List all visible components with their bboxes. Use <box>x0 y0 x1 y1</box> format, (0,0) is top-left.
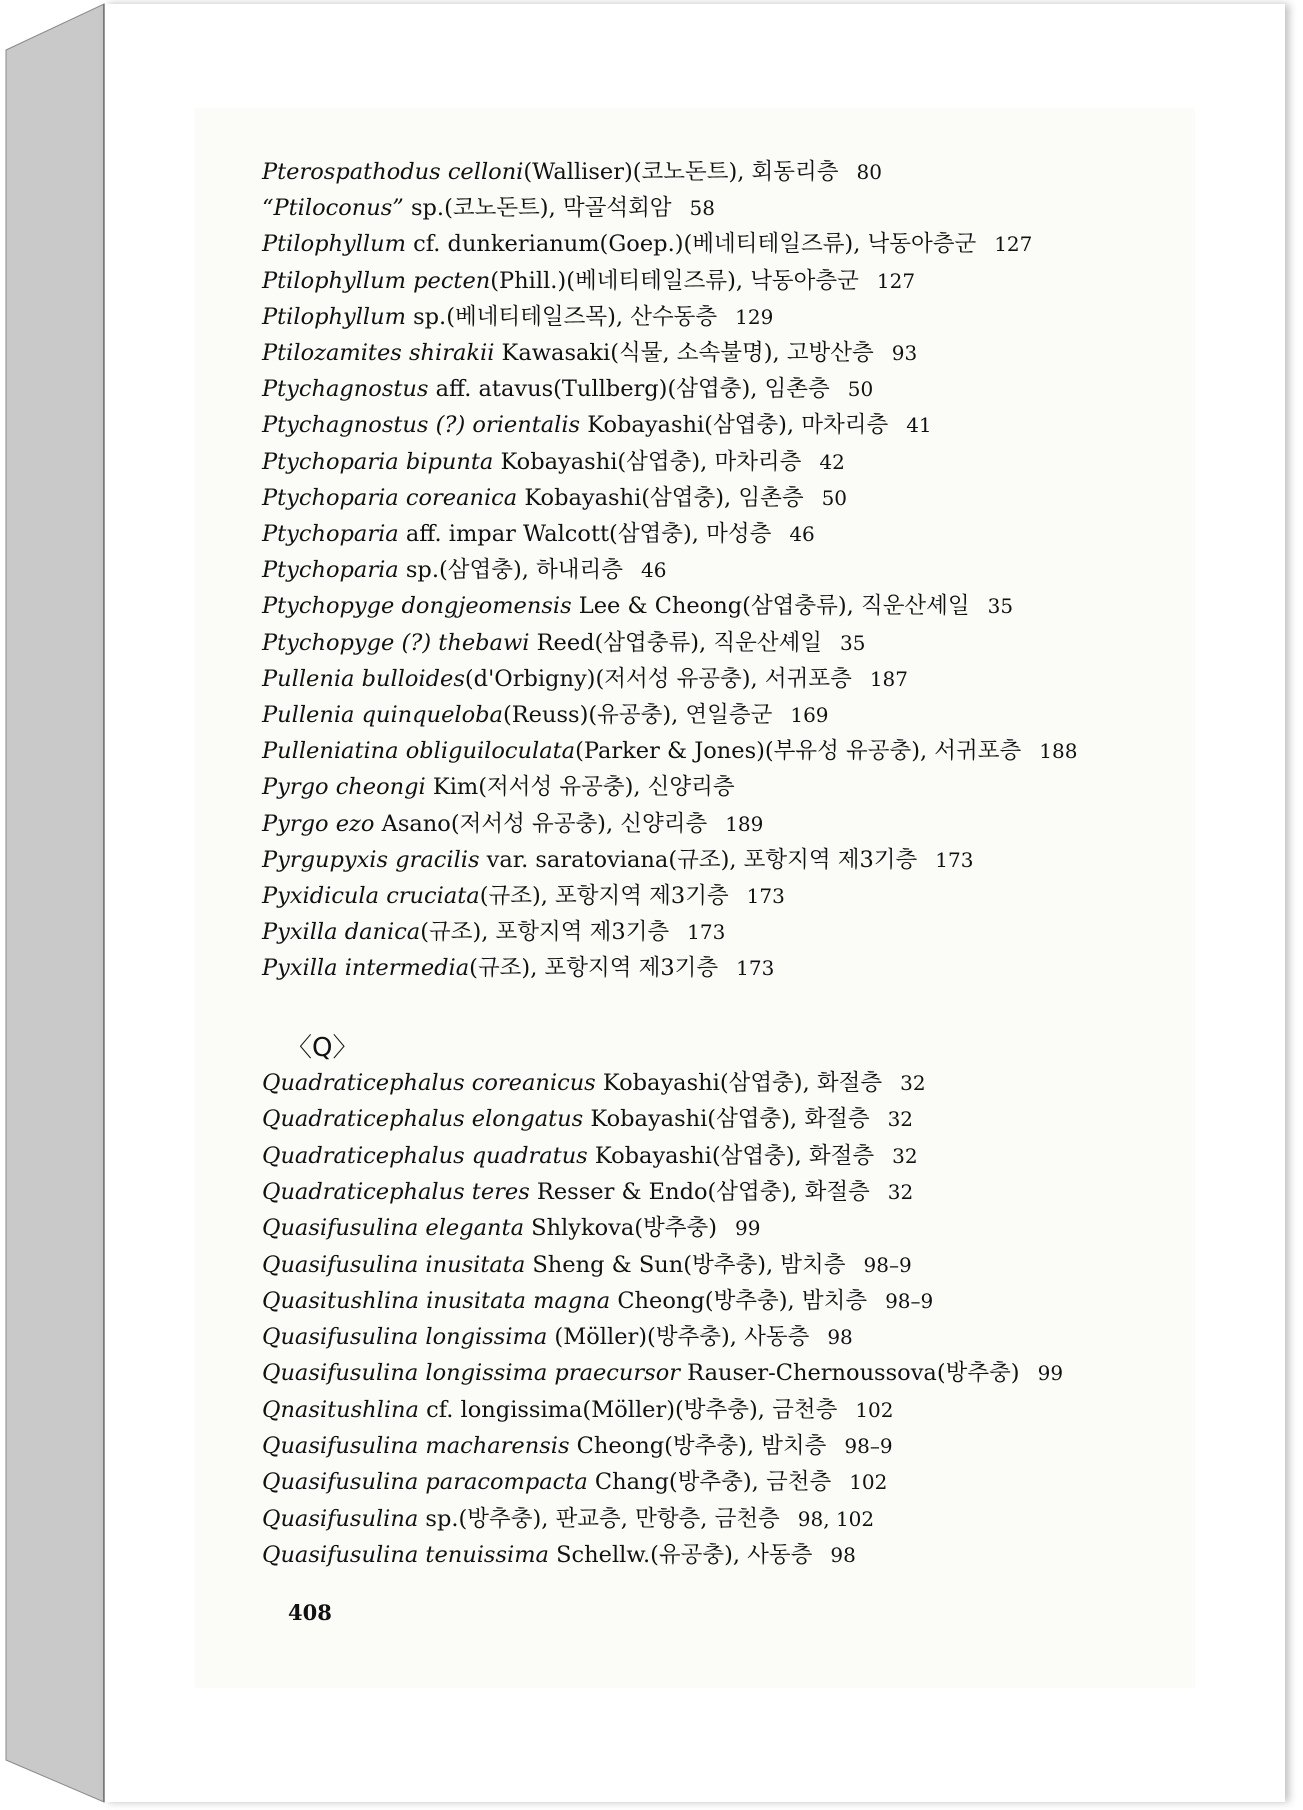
species-name: Quasifusulina longissima <box>262 1324 548 1351</box>
species-name: Quasifusulina eleganta <box>262 1215 524 1242</box>
section-heading-q: 〈Q〉 <box>286 1033 359 1063</box>
entry-detail: Asano(저서성 유공충), 신양리층 <box>374 810 708 837</box>
entry-page-ref: 32 <box>900 1071 926 1095</box>
species-name: Quasifusulina longissima praecursor <box>262 1360 681 1387</box>
index-entry <box>262 263 915 295</box>
species-name: Quadraticephalus elongatus <box>262 1106 584 1133</box>
entry-page-ref: 41 <box>906 413 932 438</box>
index-entry <box>262 1065 926 1097</box>
species-name: Ptilozamites shirakii <box>262 340 495 366</box>
entry-detail: Rauser-Chernoussova(방추충) <box>680 1360 1020 1387</box>
entry-detail: Kobayashi(삼엽충), 임촌층 <box>517 484 804 511</box>
species-name: “Ptiloconus” <box>262 195 404 222</box>
entry-page-ref: 127 <box>994 232 1033 257</box>
species-name: Ptilophyllum <box>262 303 406 330</box>
entry-detail: sp.(삼엽충), 하내리층 <box>398 557 623 584</box>
entry-detail: (Reuss)(유공충), 연일층군 <box>502 702 773 728</box>
species-name: Ptychoparia coreanica <box>262 484 518 511</box>
entry-page-ref: 98–9 <box>844 1434 893 1458</box>
entry-detail: sp.(방추충), 판교층, 만항층, 금천층 <box>418 1505 780 1532</box>
entry-detail: (규조), 포항지역 제3기층 <box>469 955 719 982</box>
species-name: Ptychoparia <box>262 557 399 584</box>
species-name: Pyrgupyxis gracilis <box>262 846 480 873</box>
index-entry <box>262 1210 760 1242</box>
entry-detail: (d'Orbigny)(저서성 유공충), 서귀포층 <box>464 665 852 692</box>
species-name: Pyxilla danica <box>262 919 421 946</box>
index-entry <box>262 1501 874 1533</box>
entry-detail: Cheong(방추충), 밤치층 <box>569 1433 827 1459</box>
index-entry <box>262 1101 913 1133</box>
index-entry <box>262 552 666 584</box>
species-name: Pyrgo cheongi <box>262 774 426 801</box>
index-entry <box>262 335 917 367</box>
index-entry <box>262 1428 893 1460</box>
entry-detail: Cheong(방추충), 밤치층 <box>610 1287 868 1314</box>
entry-page-ref: 99 <box>1037 1361 1064 1386</box>
entry-page-ref: 173 <box>935 847 974 872</box>
species-name: Pulleniatina obliguiloculata <box>262 738 576 765</box>
entry-page-ref: 32 <box>887 1179 914 1204</box>
entry-page-ref: 173 <box>736 956 775 981</box>
index-entry <box>262 1355 1063 1387</box>
index-entry <box>262 1464 887 1496</box>
index-entry <box>262 733 1077 765</box>
entry-page-ref: 169 <box>790 703 829 727</box>
species-name: Quasifusulina macharensis <box>262 1433 570 1459</box>
entry-detail: (규조), 포항지역 제3기층 <box>479 883 729 909</box>
entry-detail: (Parker & Jones)(부유성 유공충), 서귀포층 <box>575 738 1022 765</box>
entry-detail: aff. atavus(Tullberg)(삼엽충), 임촌층 <box>428 376 830 403</box>
index-entry <box>262 226 1032 258</box>
index-entry <box>262 444 845 476</box>
page-number: 408 <box>288 1600 332 1625</box>
entry-page-ref: 93 <box>891 341 918 365</box>
entry-detail: sp.(베네티테일즈목), 산수동층 <box>405 303 718 330</box>
index-entry <box>262 697 829 729</box>
entry-detail: var. saratoviana(규조), 포항지역 제3기층 <box>479 846 918 873</box>
entry-page-ref: 32 <box>887 1107 914 1132</box>
species-name: Ptychopyge (?) thebawi <box>262 629 530 656</box>
entry-detail: Kobayashi(삼엽충), 마차리층 <box>580 412 889 439</box>
entry-detail: Kobayashi(삼엽충), 마차리층 <box>493 448 802 475</box>
index-entry <box>262 588 1013 620</box>
index-entry <box>262 769 753 801</box>
entry-page-ref: 102 <box>855 1397 894 1422</box>
entry-page-ref: 98, 102 <box>797 1506 875 1531</box>
index-entry <box>262 1537 856 1569</box>
species-name: Quasifusulina paracompacta <box>262 1469 588 1496</box>
entry-page-ref: 129 <box>735 304 774 329</box>
species-name: Quadraticephalus coreanicus <box>262 1070 596 1096</box>
index-entry <box>262 516 815 548</box>
index-entry <box>262 878 785 910</box>
entry-page-ref: 46 <box>789 522 815 546</box>
species-name: Pyxidicula cruciata <box>262 883 480 909</box>
entry-detail: Schellw.(유공충), 사동층 <box>548 1541 813 1568</box>
entry-page-ref: 173 <box>746 884 785 908</box>
entry-page-ref: 102 <box>849 1470 888 1495</box>
species-name: Pyrgo ezo <box>262 810 375 837</box>
entry-detail: (규조), 포항지역 제3기층 <box>420 919 670 946</box>
entry-detail: Reed(삼엽충류), 직운산셰일 <box>529 629 823 656</box>
entry-page-ref: 35 <box>840 630 866 655</box>
entry-page-ref: 32 <box>892 1143 918 1168</box>
entry-page-ref: 58 <box>689 196 715 221</box>
entry-page-ref: 98 <box>827 1325 853 1350</box>
entry-page-ref: 98–9 <box>863 1252 912 1277</box>
entry-page-ref: 189 <box>725 811 764 836</box>
entry-page-ref: 98–9 <box>885 1288 934 1313</box>
index-entry <box>262 1319 853 1351</box>
entry-page-ref: 188 <box>1039 739 1078 764</box>
index-entry <box>262 950 774 982</box>
species-name: Pyxilla intermedia <box>262 955 470 982</box>
species-name: Ptychagnostus (?) orientalis <box>262 412 581 439</box>
entry-detail: cf. longissima(Möller)(방추충), 금천층 <box>418 1396 838 1423</box>
entry-detail: Kawasaki(식물, 소속불명), 고방산층 <box>494 340 874 366</box>
entry-page-ref: 50 <box>847 377 874 402</box>
index-entry <box>262 407 932 439</box>
entry-detail: Kobayashi(삼엽충), 화절층 <box>583 1106 870 1133</box>
entry-page-ref: 99 <box>735 1216 761 1241</box>
index-entry <box>262 1174 913 1206</box>
index-entry <box>262 371 873 403</box>
species-name: Qnasitushlina <box>262 1396 419 1423</box>
species-name: Pullenia bulloides <box>262 665 465 692</box>
index-entry <box>262 842 973 874</box>
species-name: Pullenia quinqueloba <box>262 702 503 728</box>
entry-detail: Kim(저서성 유공충), 신양리층 <box>425 774 735 801</box>
species-name: Quadraticephalus teres <box>262 1178 530 1205</box>
entry-detail: (Möller)(방추충), 사동층 <box>547 1324 810 1351</box>
species-name: Ptychoparia bipunta <box>262 448 494 475</box>
entry-page-ref: 50 <box>821 485 848 510</box>
index-entry <box>262 480 847 512</box>
entry-detail: cf. dunkerianum(Goep.)(베네티테일즈류), 낙동아층군 <box>405 231 977 258</box>
species-name: Ptilophyllum <box>262 231 406 258</box>
entry-detail: Kobayashi(삼엽충), 화절층 <box>587 1142 875 1169</box>
species-name: Quadraticephalus quadratus <box>262 1142 588 1169</box>
entry-page-ref: 42 <box>819 449 845 474</box>
entry-page-ref: 80 <box>856 160 882 184</box>
index-entry <box>262 299 773 331</box>
entry-page-ref: 35 <box>987 594 1014 619</box>
entry-page-ref: 187 <box>869 666 908 691</box>
species-name: Ptilophyllum pecten <box>262 267 491 294</box>
entry-page-ref: 127 <box>876 268 916 293</box>
entry-detail: aff. impar Walcott(삼엽충), 마성층 <box>398 521 772 547</box>
entry-detail: Shlykova(방추충) <box>524 1215 718 1242</box>
entry-detail: sp.(코노돈트), 막골석회암 <box>403 195 672 222</box>
species-name: Pterospathodus celloni <box>262 159 524 185</box>
entry-detail: Chang(방추충), 금천층 <box>587 1469 832 1496</box>
species-name: Ptychopyge dongjeomensis <box>262 593 572 620</box>
entry-detail: Kobayashi(삼엽충), 화절층 <box>595 1070 883 1096</box>
index-entry <box>262 1283 933 1315</box>
species-name: Ptychagnostus <box>262 376 429 403</box>
index-entry <box>262 1247 912 1279</box>
entry-detail: (Phill.)(베네티테일즈류), 낙동아층군 <box>490 267 859 294</box>
entry-detail: (Walliser)(코노돈트), 회동리층 <box>523 159 839 185</box>
species-name: Ptychoparia <box>262 521 399 547</box>
entry-page-ref: 98 <box>830 1542 856 1567</box>
index-entry <box>262 1392 894 1424</box>
species-name: Quasifusulina inusitata <box>262 1251 526 1278</box>
species-name: Quasitushlina inusitata magna <box>262 1287 611 1314</box>
entry-detail: Resser & Endo(삼엽충), 화절층 <box>529 1178 870 1205</box>
entry-page-ref: 46 <box>640 558 667 583</box>
index-entry <box>262 806 763 838</box>
index-entry <box>262 1138 918 1170</box>
index-entry <box>262 190 715 222</box>
species-name: Quasifusulina tenuissima <box>262 1541 549 1568</box>
entry-page-ref: 173 <box>687 920 726 945</box>
index-entry <box>262 625 865 657</box>
index-entry <box>262 154 882 186</box>
index-entry <box>262 661 908 693</box>
entry-detail: Sheng & Sun(방추충), 밤치층 <box>525 1251 846 1278</box>
entry-detail: Lee & Cheong(삼엽충류), 직운산셰일 <box>571 593 970 620</box>
species-name: Quasifusulina <box>262 1505 419 1532</box>
index-entry <box>262 914 725 946</box>
